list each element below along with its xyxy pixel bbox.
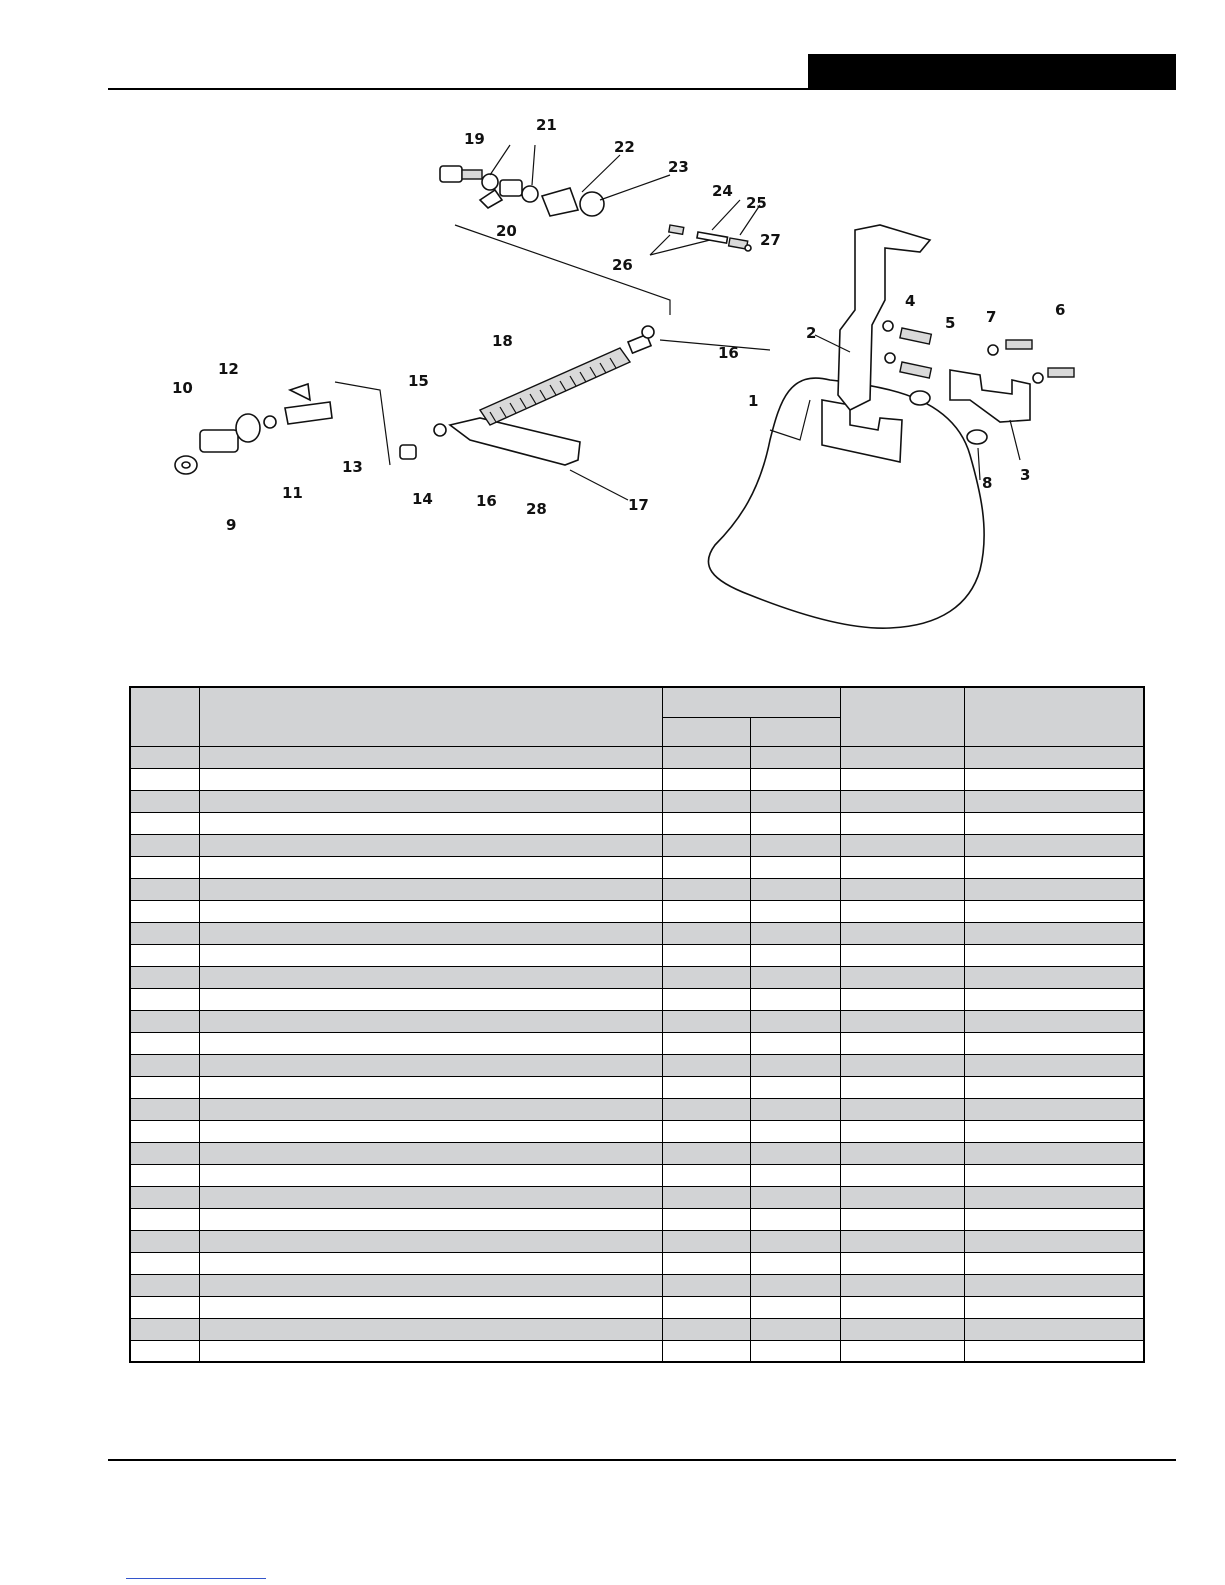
table-cell — [964, 944, 1144, 966]
table-cell — [200, 1010, 663, 1032]
table-cell — [663, 1230, 751, 1252]
table-cell — [200, 812, 663, 834]
table-cell — [130, 1142, 200, 1164]
table-cell — [751, 1142, 841, 1164]
table-cell — [841, 944, 965, 966]
table-cell — [200, 1142, 663, 1164]
callout-17: 17 — [628, 496, 649, 514]
callout-16: 16 — [718, 344, 739, 362]
table-cell — [751, 1274, 841, 1296]
table-cell — [841, 746, 965, 768]
header-description — [200, 687, 663, 746]
callout-5: 5 — [945, 314, 956, 332]
table-cell — [663, 1076, 751, 1098]
spring-assembly — [400, 326, 654, 465]
callout-19: 19 — [464, 130, 485, 148]
table-cell — [751, 1318, 841, 1340]
table-row — [130, 1208, 1144, 1230]
table-cell — [200, 768, 663, 790]
table-cell — [663, 878, 751, 900]
table-cell — [130, 1120, 200, 1142]
table-cell — [841, 856, 965, 878]
table-cell — [663, 900, 751, 922]
table-cell — [663, 790, 751, 812]
table-cell — [130, 1186, 200, 1208]
table-row — [130, 922, 1144, 944]
table-cell — [751, 1252, 841, 1274]
table-cell — [200, 790, 663, 812]
table-cell — [751, 1054, 841, 1076]
table-cell — [200, 922, 663, 944]
table-row — [130, 856, 1144, 878]
header-sub-b — [751, 717, 841, 746]
parts-table-body — [130, 746, 1144, 1362]
callout-22: 22 — [614, 138, 635, 156]
table-cell — [200, 856, 663, 878]
callout-4: 4 — [905, 292, 916, 310]
table-row — [130, 746, 1144, 768]
table-cell — [841, 1296, 965, 1318]
table-cell — [663, 1142, 751, 1164]
table-cell — [841, 1252, 965, 1274]
table-cell — [200, 1164, 663, 1186]
table-cell — [130, 1296, 200, 1318]
table-cell — [663, 834, 751, 856]
table-cell — [130, 834, 200, 856]
callout-26: 26 — [612, 256, 633, 274]
table-cell — [130, 1230, 200, 1252]
table-cell — [663, 966, 751, 988]
footer-link-underline[interactable] — [126, 1578, 266, 1579]
table-cell — [663, 944, 751, 966]
table-cell — [964, 1230, 1144, 1252]
table-row — [130, 944, 1144, 966]
table-cell — [130, 1010, 200, 1032]
table-cell — [841, 1186, 965, 1208]
callout-9: 9 — [226, 516, 237, 534]
table-cell — [130, 1032, 200, 1054]
table-cell — [130, 1208, 200, 1230]
table-cell — [200, 746, 663, 768]
table-row — [130, 1252, 1144, 1274]
table-cell — [751, 1230, 841, 1252]
table-cell — [663, 1340, 751, 1362]
table-cell — [663, 988, 751, 1010]
table-cell — [200, 966, 663, 988]
table-cell — [130, 790, 200, 812]
table-cell — [841, 1318, 965, 1340]
table-row — [130, 900, 1144, 922]
table-cell — [200, 988, 663, 1010]
table-cell — [130, 944, 200, 966]
footer-rule — [108, 1459, 1176, 1461]
table-cell — [130, 1252, 200, 1274]
seat-pan-part — [708, 378, 984, 628]
table-cell — [130, 988, 200, 1010]
table-cell — [663, 1010, 751, 1032]
header-rule — [108, 88, 1176, 90]
table-cell — [663, 1054, 751, 1076]
table-cell — [841, 922, 965, 944]
table-cell — [130, 878, 200, 900]
table-cell — [964, 1296, 1144, 1318]
callout-27: 27 — [760, 231, 781, 249]
table-cell — [841, 812, 965, 834]
hardware-top — [440, 166, 604, 216]
table-cell — [841, 1164, 965, 1186]
table-cell — [751, 1340, 841, 1362]
table-cell — [200, 1076, 663, 1098]
table-cell — [964, 966, 1144, 988]
callout-2: 2 — [806, 324, 817, 342]
callout-25: 25 — [746, 194, 767, 212]
table-cell — [130, 746, 200, 768]
table-cell — [751, 922, 841, 944]
table-row — [130, 768, 1144, 790]
table-cell — [663, 1164, 751, 1186]
table-cell — [964, 878, 1144, 900]
table-row — [130, 1032, 1144, 1054]
table-cell — [663, 1120, 751, 1142]
table-cell — [751, 768, 841, 790]
callout-20: 20 — [496, 222, 517, 240]
table-cell — [964, 1032, 1144, 1054]
table-cell — [130, 1164, 200, 1186]
table-cell — [964, 1054, 1144, 1076]
table-cell — [200, 1208, 663, 1230]
table-cell — [200, 900, 663, 922]
table-cell — [841, 900, 965, 922]
callout-7: 7 — [986, 308, 997, 326]
callout-15: 15 — [408, 372, 429, 390]
table-cell — [663, 746, 751, 768]
callout-23: 23 — [668, 158, 689, 176]
callout-6: 6 — [1055, 301, 1066, 319]
table-cell — [663, 1274, 751, 1296]
callout-13: 13 — [342, 458, 363, 476]
callout-28: 28 — [526, 500, 547, 518]
table-cell — [130, 1076, 200, 1098]
table-cell — [200, 1318, 663, 1340]
table-cell — [663, 812, 751, 834]
table-cell — [200, 1032, 663, 1054]
table-cell — [200, 1186, 663, 1208]
callout-1: 1 — [748, 392, 759, 410]
table-cell — [841, 878, 965, 900]
table-cell — [964, 1010, 1144, 1032]
callout-14: 14 — [412, 490, 433, 508]
table-cell — [751, 1186, 841, 1208]
table-row — [130, 1296, 1144, 1318]
table-cell — [841, 1120, 965, 1142]
table-cell — [663, 856, 751, 878]
table-cell — [130, 1098, 200, 1120]
valve-assembly — [175, 384, 332, 474]
table-row — [130, 1098, 1144, 1120]
table-cell — [964, 988, 1144, 1010]
callout-12: 12 — [218, 360, 239, 378]
table-cell — [751, 1208, 841, 1230]
table-row — [130, 1274, 1144, 1296]
table-cell — [964, 1142, 1144, 1164]
table-cell — [964, 790, 1144, 812]
table-cell — [964, 922, 1144, 944]
table-row — [130, 1318, 1144, 1340]
table-cell — [130, 1274, 200, 1296]
table-cell — [751, 944, 841, 966]
table-cell — [841, 1076, 965, 1098]
table-cell — [964, 900, 1144, 922]
table-cell — [751, 1098, 841, 1120]
table-cell — [663, 768, 751, 790]
table-cell — [130, 922, 200, 944]
table-cell — [200, 1340, 663, 1362]
table-row — [130, 966, 1144, 988]
header-item — [130, 687, 200, 746]
table-cell — [130, 1054, 200, 1076]
table-cell — [964, 1186, 1144, 1208]
table-cell — [130, 812, 200, 834]
table-cell — [130, 856, 200, 878]
table-cell — [964, 834, 1144, 856]
table-cell — [964, 1252, 1144, 1274]
table-cell — [751, 966, 841, 988]
table-cell — [751, 812, 841, 834]
table-row — [130, 1230, 1144, 1252]
table-cell — [841, 1230, 965, 1252]
table-cell — [200, 1098, 663, 1120]
table-cell — [964, 1076, 1144, 1098]
callout-24: 24 — [712, 182, 733, 200]
table-cell — [964, 1208, 1144, 1230]
callout-16b: 16 — [476, 492, 497, 510]
table-cell — [200, 1252, 663, 1274]
table-cell — [200, 1054, 663, 1076]
table-cell — [841, 1032, 965, 1054]
table-cell — [964, 856, 1144, 878]
table-cell — [751, 1164, 841, 1186]
table-cell — [663, 1318, 751, 1340]
table-cell — [200, 944, 663, 966]
table-row — [130, 1142, 1144, 1164]
table-cell — [964, 812, 1144, 834]
table-cell — [130, 1318, 200, 1340]
table-cell — [964, 1340, 1144, 1362]
table-cell — [751, 900, 841, 922]
bracket-part — [838, 225, 930, 410]
table-row — [130, 1120, 1144, 1142]
table-row — [130, 1164, 1144, 1186]
table-row — [130, 1010, 1144, 1032]
table-cell — [964, 746, 1144, 768]
table-cell — [841, 1142, 965, 1164]
table-cell — [751, 1120, 841, 1142]
table-cell — [841, 1054, 965, 1076]
table-cell — [841, 1340, 965, 1362]
table-cell — [663, 1208, 751, 1230]
table-cell — [964, 1120, 1144, 1142]
table-cell — [663, 1032, 751, 1054]
table-cell — [130, 966, 200, 988]
table-cell — [663, 1296, 751, 1318]
table-row — [130, 988, 1144, 1010]
header-sub-a — [663, 717, 751, 746]
table-row — [130, 790, 1144, 812]
table-cell — [663, 1186, 751, 1208]
table-cell — [964, 1318, 1144, 1340]
table-cell — [751, 1032, 841, 1054]
table-cell — [751, 1010, 841, 1032]
table-cell — [200, 1120, 663, 1142]
header-group — [663, 687, 841, 717]
table-row — [130, 812, 1144, 834]
table-row — [130, 1054, 1144, 1076]
table-cell — [663, 1252, 751, 1274]
callout-21: 21 — [536, 116, 557, 134]
table-cell — [663, 1098, 751, 1120]
table-cell — [130, 1340, 200, 1362]
table-cell — [841, 1010, 965, 1032]
table-cell — [751, 988, 841, 1010]
table-row — [130, 834, 1144, 856]
table-cell — [200, 1296, 663, 1318]
table-cell — [751, 1296, 841, 1318]
table-cell — [200, 1230, 663, 1252]
table-cell — [663, 922, 751, 944]
table-cell — [130, 768, 200, 790]
callout-18: 18 — [492, 332, 513, 350]
table-cell — [841, 768, 965, 790]
table-cell — [200, 1274, 663, 1296]
callout-8: 8 — [982, 474, 993, 492]
table-row — [130, 1076, 1144, 1098]
table-cell — [964, 1274, 1144, 1296]
callout-10: 10 — [172, 379, 193, 397]
table-cell — [841, 1098, 965, 1120]
callout-3: 3 — [1020, 466, 1031, 484]
table-cell — [130, 900, 200, 922]
table-cell — [841, 1208, 965, 1230]
table-cell — [751, 878, 841, 900]
table-cell — [751, 790, 841, 812]
table-cell — [964, 1098, 1144, 1120]
table-row — [130, 878, 1144, 900]
table-cell — [964, 1164, 1144, 1186]
table-cell — [751, 856, 841, 878]
table-cell — [751, 746, 841, 768]
exploded-parts-diagram — [150, 100, 1150, 660]
table-cell — [841, 834, 965, 856]
table-cell — [841, 966, 965, 988]
table-cell — [751, 1076, 841, 1098]
table-cell — [200, 834, 663, 856]
callout-11: 11 — [282, 484, 303, 502]
table-cell — [841, 988, 965, 1010]
table-row — [130, 1186, 1144, 1208]
table-cell — [751, 834, 841, 856]
parts-list-table — [129, 686, 1145, 1363]
table-cell — [200, 878, 663, 900]
header-qty — [841, 687, 965, 746]
table-cell — [841, 790, 965, 812]
header-notes — [964, 687, 1144, 746]
table-row — [130, 1340, 1144, 1362]
table-cell — [964, 768, 1144, 790]
section-header-tab — [808, 54, 1176, 90]
table-cell — [841, 1274, 965, 1296]
